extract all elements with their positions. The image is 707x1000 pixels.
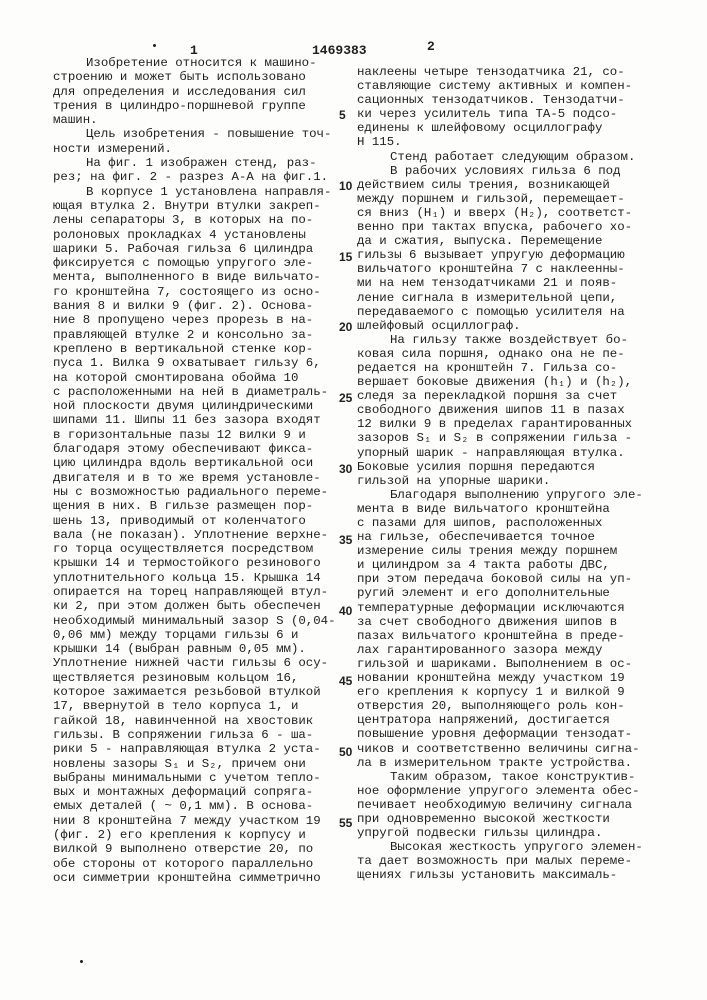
text-line: Стенд работает следующим образом. (357, 150, 643, 164)
text-line: чиков и соответственно величины сигна- (357, 742, 643, 756)
text-line: гайкой 18, навинченной на хвостовик (53, 714, 336, 728)
line-number: 25 (339, 391, 352, 405)
text-line: В рабочих условиях гильза 6 под (357, 164, 643, 178)
text-line: оси симметрии кронштейна симметрично (53, 871, 336, 885)
text-line: Цель изобретения - повышение точ- (53, 127, 336, 141)
text-line: передаваемого с помощью усилителя на (357, 305, 643, 319)
text-line: на которой смонтирована обойма 10 (53, 371, 336, 385)
text-line: венно при тактах впуска, рабочего хо- (357, 220, 643, 234)
line-number: 10 (339, 179, 352, 193)
text-line: строению и может быть использовано (53, 70, 336, 84)
text-line: вала (не показан). Уплотнение верхне- (53, 528, 336, 542)
text-line: обе стороны от которого параллельно (53, 857, 336, 871)
text-line: ное оформление упругого элемента обес- (357, 784, 643, 798)
text-line: ки 2, при этом должен быть обеспечен (53, 599, 336, 613)
line-number: 50 (339, 745, 352, 759)
text-line: емых деталей ( ~ 0,1 мм). В основа- (53, 799, 336, 813)
text-line: гильзой на упорные шарики. (357, 474, 643, 488)
text-line: вания 8 и вилки 9 (фиг. 2). Основа- (53, 299, 336, 313)
text-line: ление сигнала в измерительной цепи, (357, 291, 643, 305)
text-line: щениях гильзы установить максималь- (357, 868, 643, 882)
text-line: Благодаря выполнению упругого эле- (357, 488, 643, 502)
text-line: между поршнем и гильзой, перемещает- (357, 192, 643, 206)
text-line: правляющей втулке 2 и консольно за- (53, 328, 336, 342)
text-line: ся вниз (Н₁) и вверх (Н₂), соответст- (357, 206, 643, 220)
line-number: 15 (339, 250, 352, 264)
text-line: трения в цилиндро-поршневой группе (53, 99, 336, 113)
text-line: рез; на фиг. 2 - разрез А-А на фиг.1. (53, 170, 336, 184)
speck (153, 44, 156, 47)
text-line: для определения и исследования сил (53, 85, 336, 99)
text-line: шень 13, приводимый от коленчатого (53, 514, 336, 528)
text-line: лены сепараторы 3, в которых на по- (53, 213, 336, 227)
text-line: вых и монтажных деформаций сопряга- (53, 785, 336, 799)
text-line: за счет свободного движения шипов в (357, 615, 643, 629)
text-line: фиксируется с помощью упругого эле- (53, 256, 336, 270)
text-line: в горизонтальные пазы 12 вилки 9 и (53, 428, 336, 442)
text-line: Таким образом, такое конструктив- (357, 770, 643, 784)
text-line: опирается на торец направляющей втул- (53, 585, 336, 599)
text-line: да и сжатия, выпуска. Перемещение (357, 234, 643, 248)
text-line: благодаря этому обеспечивают фикса- (53, 442, 336, 456)
text-line: пуса 1. Вилка 9 охватывает гильзу 6, (53, 356, 336, 370)
text-line: упругой подвески гильзы цилиндра. (357, 826, 643, 840)
text-line: ной плоскости двумя цилиндрическими (53, 399, 336, 413)
text-line: ки через усилитель типа ТА-5 подсо- (357, 107, 643, 121)
text-line: единены к шлейфовому осциллографу (357, 121, 643, 135)
text-line: шарики 5. Рабочая гильза 6 цилиндра (53, 242, 336, 256)
text-line: ругий элемент и его дополнительные (357, 586, 643, 600)
text-line: ности измерений. (53, 142, 336, 156)
text-line: мента в виде вильчатого кронштейна (357, 502, 643, 516)
line-number: 55 (339, 816, 352, 830)
text-line: рики 5 - направляющая втулка 2 уста- (53, 742, 336, 756)
text-line: которое зажимается резьбовой втулкой (53, 685, 336, 699)
text-line: ми на нем тензодатчиками 21 и появ- (357, 276, 643, 290)
text-line: упорный шарик - направляющая втулка. (357, 446, 643, 460)
text-line: ние 8 пропущено через прорезь в на- (53, 313, 336, 327)
text-line: На фиг. 1 изображен стенд, раз- (53, 156, 336, 170)
text-line: крышки 14 (выбран равным 0,05 мм). (53, 642, 336, 656)
text-line: Уплотнение нижней части гильзы 6 осу- (53, 656, 336, 670)
text-line: на гильзе, обеспечивается точное (357, 530, 643, 544)
text-line: центратора напряжений, достигается (357, 713, 643, 727)
line-number: 45 (339, 674, 352, 688)
text-line: выбраны минимальными с учетом тепло- (53, 771, 336, 785)
text-line: ла в измерительном тракте устройства. (357, 756, 643, 770)
text-line: редается на кронштейн 7. Гильза со- (357, 361, 643, 375)
text-line: новании кронштейна между участком 19 (357, 671, 643, 685)
text-line: го кронштейна 7, состоящего из осно- (53, 285, 336, 299)
text-line: повышение уровня деформации тензодат- (357, 727, 643, 741)
line-number: 40 (339, 604, 352, 618)
text-line: наклеены четыре тензодатчика 21, со- (357, 65, 643, 79)
text-line: новлены зазоры S₁ и S₂, причем они (53, 757, 336, 771)
text-line: вильчатого кронштейна 7 с наклеенны- (357, 262, 643, 276)
text-line: шипами 11. Шипы 11 без зазора входят (53, 413, 336, 427)
text-line: ролоновых прокладках 4 установлены (53, 228, 336, 242)
text-line: В корпусе 1 установлена направля- (53, 185, 336, 199)
text-line: с расположенными на ней в диаметраль- (53, 385, 336, 399)
line-number: 20 (339, 320, 352, 334)
text-line: мента, выполненного в виде вильчато- (53, 270, 336, 284)
speck (80, 960, 83, 963)
text-line: креплено в вертикальной стенке кор- (53, 342, 336, 356)
text-line: нии 8 кронштейна 7 между участком 19 (53, 814, 336, 828)
text-line: 17, ввернутой в тело корпуса 1, и (53, 699, 336, 713)
line-number: 30 (339, 462, 352, 476)
text-line: двигателя и в то же время установле- (53, 471, 336, 485)
text-line: ставляющие систему активных и компен- (357, 79, 643, 93)
left-text-column (53, 56, 336, 885)
text-line: На гильзу также воздействует бо- (357, 333, 643, 347)
text-line: Изобретение относится к машино- (53, 56, 336, 70)
text-line: 12 вилки 9 в пределах гарантированных (357, 417, 643, 431)
text-line: Н 115. (357, 135, 643, 149)
text-line: та дает возможность при малых переме- (357, 854, 643, 868)
patent-number: 1469383 (312, 44, 367, 58)
text-line: цию цилиндра вдоль вертикальной оси (53, 456, 336, 470)
text-line: ны с возможностью радиального переме- (53, 485, 336, 499)
text-line: свободного движения шипов 11 в пазах (357, 403, 643, 417)
text-line: 0,06 мм) между торцами гильзы 6 и (53, 628, 336, 642)
text-line: вершает боковые движения (h₁) и (h₂), (357, 375, 643, 389)
text-line: следя за перекладкой поршня за счет (357, 389, 643, 403)
text-line: го торца осуществляется посредством (53, 542, 336, 556)
text-line: крышки 14 и термостойкого резинового (53, 556, 336, 570)
text-line: и цилиндром за 4 такта работы ДВС, (357, 558, 643, 572)
text-line: гильзы 6 вызывает упругую деформацию (357, 248, 643, 262)
text-line: необходимый минимальный зазор S (0,04- (53, 614, 336, 628)
text-line: Боковые усилия поршня передаются (357, 460, 643, 474)
text-line: сационных тензодатчиков. Тензодатчи- (357, 93, 643, 107)
text-line: вилкой 9 выполнено отверстие 20, по (53, 842, 336, 856)
text-line: температурные деформации исключаются (357, 601, 643, 615)
text-line: Высокая жесткость упругого элемен- (357, 840, 643, 854)
right-page-number: 2 (427, 40, 435, 54)
text-line: пазах вильчатого кронштейна в преде- (357, 629, 643, 643)
line-number: 5 (339, 108, 346, 122)
text-line: машин. (53, 113, 336, 127)
text-line: щения в них. В гильзе размещен пор- (53, 499, 336, 513)
text-line: гильзой и шариками. Выполнением в ос- (357, 657, 643, 671)
text-line: отверстия 20, выполняющего роль кон- (357, 699, 643, 713)
text-line: ществляется резиновым кольцом 16, (53, 671, 336, 685)
text-line: ющая втулка 2. Внутри втулки закреп- (53, 199, 336, 213)
text-line: ковая сила поршня, однако она не пе- (357, 347, 643, 361)
right-text-column (357, 65, 643, 882)
text-line: гильзы. В сопряжении гильза 6 - ша- (53, 728, 336, 742)
text-line: действием силы трения, возникающей (357, 178, 643, 192)
text-line: при этом передача боковой силы на уп- (357, 572, 643, 586)
text-line: лах гарантированного зазора между (357, 643, 643, 657)
text-line: при одновременно высокой жесткости (357, 812, 643, 826)
text-line: уплотнительного кольца 15. Крышка 14 (53, 571, 336, 585)
text-line: шлейфовый осциллограф. (357, 319, 643, 333)
line-number: 35 (339, 533, 352, 547)
text-line: измерение силы трения между поршнем (357, 544, 643, 558)
text-line: его крепления к корпусу 1 и вилкой 9 (357, 685, 643, 699)
text-line: печивает необходимую величину сигнала (357, 798, 643, 812)
text-line: с пазами для шипов, расположенных (357, 516, 643, 530)
left-page-number: 1 (190, 44, 198, 58)
text-line: (фиг. 2) его крепления к корпусу и (53, 828, 336, 842)
text-line: зазоров S₁ и S₂ в сопряжении гильза - (357, 431, 643, 445)
